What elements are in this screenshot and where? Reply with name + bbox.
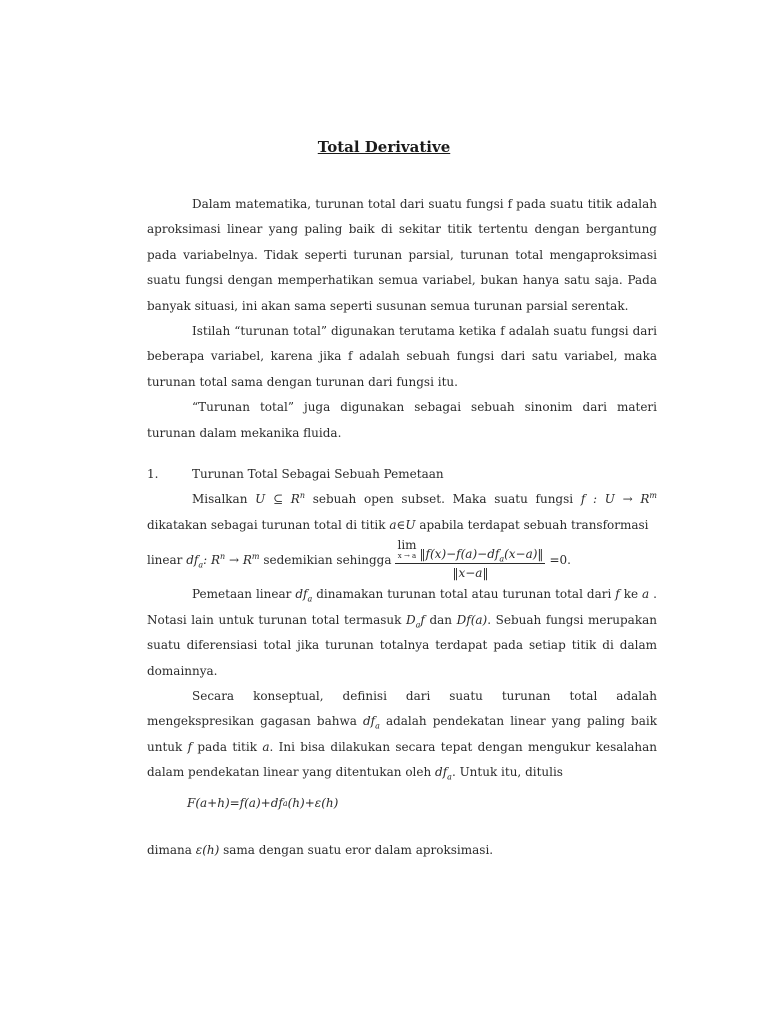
spacer (147, 822, 657, 838)
text-run: ke (623, 587, 643, 602)
math-point: a∈U (389, 517, 416, 532)
math-epsilon: ε(h) (195, 842, 220, 857)
text-run: sedemikian sehingga (263, 552, 392, 567)
limit-operator: lim x → a (397, 537, 417, 560)
section-number: 1. (147, 467, 159, 482)
math-f: f (615, 587, 620, 602)
display-equation: F(a+h)=f(a)+df a (h)+ε(h) (187, 795, 339, 810)
text-run: pada titik (197, 739, 263, 754)
math-function: f : $U \to R^m$ (580, 491, 657, 507)
math-a: a (262, 739, 270, 754)
math-daf: $D_af$ (406, 612, 425, 630)
limit-equation-line (147, 537, 657, 580)
math-equals-zero: =0. (549, 552, 571, 567)
text-run: . Notasi lain untuk turunan total termasuk (147, 587, 657, 627)
paragraph-definition (147, 487, 657, 538)
text-run: adalah pendekatan linear yang paling baik untuk (147, 714, 657, 754)
paragraph-sinonim: “Turunan total” juga digunakan sebagai sebuah sinonim dari materi turunan dalam mekanika fluida. (147, 400, 657, 440)
text-run: dinamakan turunan total atau turunan total dari (316, 587, 616, 602)
paragraph-istilah: Istilah “turunan total” digunakan terutama ketika f adalah suatu fungsi dari beberapa variabel, karena jika f adalah sebuah fungsi dari satu variabel, maka turunan total sama dengan turunan dari fungsi itu. (147, 324, 657, 389)
text-run: Secara konseptual, definisi dari suatu turunan total adalah mengekspresikan gagasan bahwa (147, 688, 657, 729)
text-run: . Sebuah fungsi merupakan suatu diferensiasi total jika turunan totalnya terdapat pada setiap titik di dalam domainnya. (147, 612, 657, 678)
math-subset: U ⊆ $R^n$ (255, 491, 305, 507)
math-linear-map: $df_a$: $R^n \to R^m$ (186, 551, 260, 569)
math-a: a (642, 587, 650, 602)
math-dfa: $df_a$ (295, 587, 313, 604)
text-run: . Ini bisa dilakukan secara tepat dengan mengukur kesalahan dalam pendekatan linear yang ditentukan oleh (147, 739, 657, 780)
paragraph-eror (147, 838, 657, 863)
math-dfa: $df_a$ (362, 714, 380, 731)
page-title: Total Derivative (317, 138, 451, 156)
paragraph-intro: Dalam matematika, turunan total dari suatu fungsi f pada suatu titik adalah aproksimasi linear yang paling baik di sekitar titik tertentu dengan bergantung pada variabelnya. Tidak seperti turunan parsial, turunan total mengaproksimasi suatu fungsi dengan memperhatikan semua variabel, bukan hanya satu saja. Pada banyak situasi, ini akan sama seperti susunan semua turunan parsial serentak. (147, 197, 657, 313)
text-run: . Untuk itu, ditulis (451, 765, 563, 780)
math-dfa: $df_a$ (435, 765, 452, 782)
limit-fraction (395, 537, 545, 581)
paragraph-konseptual (147, 684, 657, 786)
document-body (147, 192, 657, 863)
section-title: Turunan Total Sebagai Sebuah Pemetaan (192, 467, 444, 482)
fraction-numerator: lim x → a $‖f(x)-f(a)-df_a(x-a)‖$ (397, 537, 544, 564)
math-dfa-paren: Df(a) (456, 612, 488, 627)
paragraph-pemetaan (147, 582, 657, 684)
text-run: dikatakan sebagai turunan total di titik (147, 517, 390, 532)
fraction-denominator: ‖x−a‖ (452, 565, 489, 580)
spacer (147, 446, 657, 462)
text-run: dan (429, 612, 457, 627)
text-run: apabila terdapat sebuah transformasi (419, 517, 649, 532)
text-run: linear (147, 552, 183, 567)
text-run: Pemetaan linear (192, 587, 296, 602)
text-run: sama dengan suatu eror dalam aproksimasi. (223, 842, 494, 857)
section-heading (147, 462, 657, 487)
math-f: f (187, 739, 193, 754)
text-run: dimana (147, 842, 196, 857)
text-run: Misalkan (192, 492, 256, 507)
text-run: sebuah open subset. Maka suatu fungsi (312, 492, 581, 507)
